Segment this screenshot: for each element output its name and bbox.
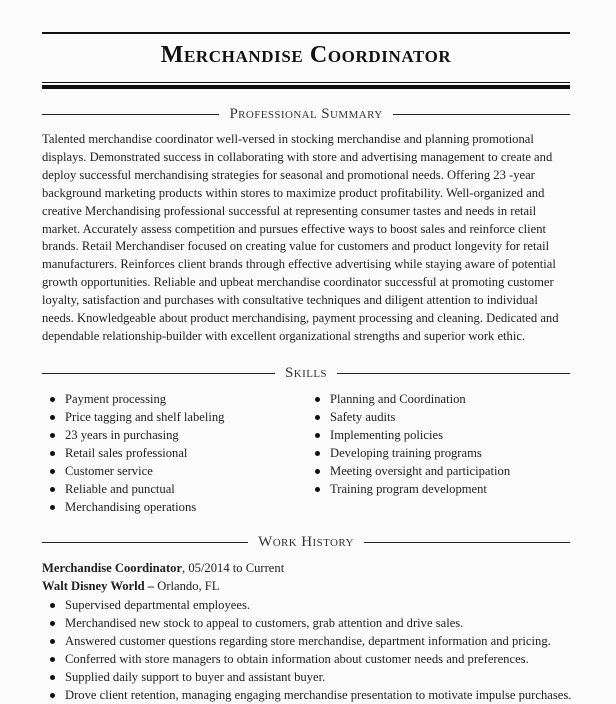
skill-item: Safety audits	[307, 408, 510, 426]
skill-item: Training program development	[307, 480, 510, 498]
top-rule	[42, 32, 570, 34]
duty-item: Drove client retention, managing engaging merchandise presentation to motivate impulse purchases.	[42, 686, 571, 704]
divider-line	[393, 114, 570, 115]
skill-item: 23 years in purchasing	[42, 426, 224, 444]
divider-line	[337, 373, 570, 374]
job-title-line	[42, 559, 284, 577]
divider-line	[364, 542, 570, 543]
duty-item: Supplied daily support to buyer and assistant buyer.	[42, 668, 571, 686]
section-label: Work History	[258, 534, 354, 550]
job-company: Walt Disney World –	[42, 579, 155, 593]
skill-item: Developing training programs	[307, 444, 510, 462]
section-heading-summary	[42, 104, 570, 124]
divider-line	[42, 114, 219, 115]
job-duties-list	[42, 596, 571, 704]
job-title: Merchandise Coordinator	[42, 561, 183, 575]
section-label: Skills	[285, 365, 327, 381]
skill-item: Merchandising operations	[42, 498, 224, 516]
skill-item: Meeting oversight and participation	[307, 462, 510, 480]
job-company-line	[42, 577, 220, 595]
section-label: Professional Summary	[229, 106, 383, 122]
divider-line	[42, 542, 248, 543]
skill-item: Retail sales professional	[42, 444, 224, 462]
section-heading-work-history	[42, 532, 570, 552]
duty-item: Merchandised new stock to appeal to customers, grab attention and drive sales.	[42, 614, 571, 632]
skill-item: Customer service	[42, 462, 224, 480]
resume-title: Merchandise Coordinator	[160, 42, 452, 68]
job-dates: , 05/2014 to Current	[182, 561, 285, 575]
skill-item: Price tagging and shelf labeling	[42, 408, 224, 426]
skills-list-left	[42, 390, 224, 516]
job-location: Orlando, FL	[154, 579, 220, 593]
duty-item: Answered customer questions regarding store merchandise, department information and pricing.	[42, 632, 571, 650]
title-rule-thin	[42, 82, 570, 83]
skill-item: Payment processing	[42, 390, 224, 408]
title-rule-thick	[42, 85, 570, 89]
skill-item: Implementing policies	[307, 426, 510, 444]
skills-list-right	[307, 390, 510, 498]
summary-paragraph: Talented merchandise coordinator well-versed in stocking merchandise and planning promotional displays. Demonstrated success in collaborating with store and advertising management to create and deploy successful merchandising strategies for seasonal and promotional needs. Offering 23 -year background marketing products within stores to maximize product profitability. Well-organized and creative Merchandising professional successful at representing consumer tastes and needs in retail market. Accurately assess competition and pursues effective ways to boost sales and reinforce client brands. Retail Merchandiser focused on creating value for customers and product longevity for retail manufacturers. Reinforces client brands through effective advertising while staying aware of potential growth opportunities. Reliable and upbeat merchandise coordinator successful at promoting customer loyalty, satisfaction and purchases with consultative techniques and diligent attention to individual needs. Knowledgeable about product merchandising, payment processing and cleaning. Dedicated and dependable relationship-builder with excellent organizational strengths and superior work ethic.	[42, 132, 559, 343]
skill-item: Planning and Coordination	[307, 390, 510, 408]
section-heading-skills	[42, 363, 570, 383]
divider-line	[42, 373, 275, 374]
duty-item: Supervised departmental employees.	[42, 596, 571, 614]
duty-item: Conferred with store managers to obtain information about customer needs and preferences.	[42, 650, 571, 668]
skill-item: Reliable and punctual	[42, 480, 224, 498]
